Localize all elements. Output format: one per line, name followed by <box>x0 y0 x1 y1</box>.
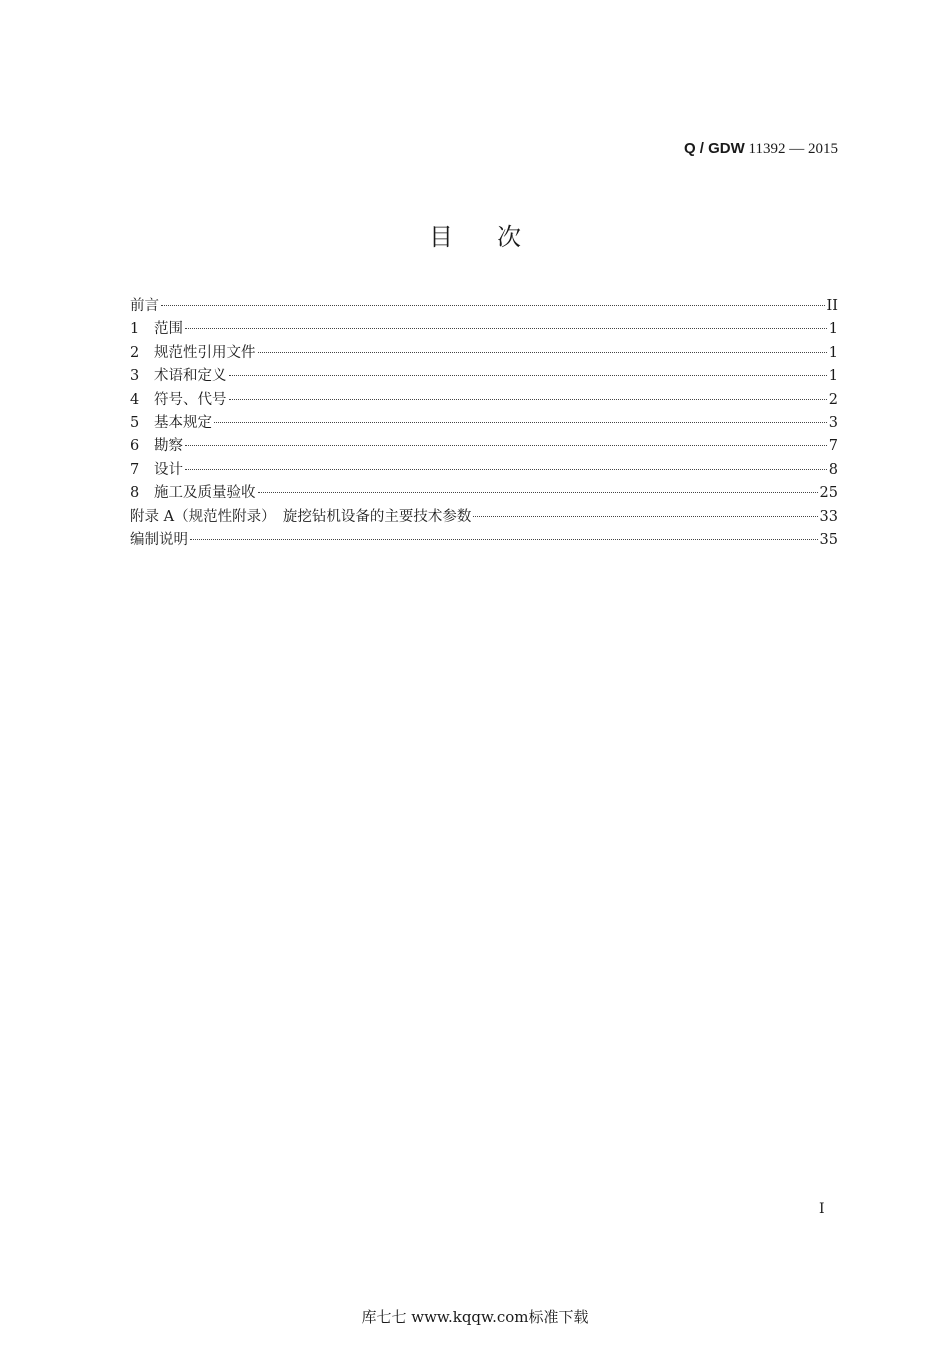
toc-entry-number: 4 <box>130 391 140 408</box>
toc-entry-page: 1 <box>828 321 838 338</box>
toc-dot-leader <box>229 399 827 400</box>
toc-entry-8[interactable] <box>130 482 838 505</box>
toc-entry-number: 2 <box>130 344 140 361</box>
toc-entry-title: 基本规定 <box>154 414 212 431</box>
toc-dot-leader <box>185 328 827 329</box>
toc-entry-title: 范围 <box>154 321 183 338</box>
toc-entry-number: 1 <box>130 321 140 338</box>
toc-dot-leader <box>214 422 827 423</box>
toc-dot-leader <box>258 352 827 353</box>
standard-number: 11392 — 2015 <box>748 141 838 157</box>
toc-entry-page: 7 <box>828 438 838 455</box>
toc-entry-1[interactable] <box>130 318 838 341</box>
standard-header <box>684 139 838 159</box>
toc-entry-compilation-notes[interactable] <box>130 529 838 552</box>
toc-dot-leader <box>229 375 827 376</box>
toc-entry-page: 25 <box>819 485 838 502</box>
toc-entry-page: 1 <box>828 368 838 385</box>
standard-code: Q / GDW <box>683 140 745 157</box>
toc-entry-number: 8 <box>130 485 140 502</box>
toc-entry-title: 施工及质量验收 <box>154 485 256 502</box>
toc-entry-title: 附录 A（规范性附录） 旋挖钻机设备的主要技术参数 <box>130 508 472 525</box>
toc-entry-5[interactable] <box>130 412 838 435</box>
toc-entry-appendix-a[interactable] <box>130 506 838 529</box>
toc-dot-leader <box>185 445 827 446</box>
toc-entry-number: 3 <box>130 368 140 385</box>
toc-entry-title: 前言 <box>130 298 159 314</box>
toc-entry-title: 编制说明 <box>130 531 188 548</box>
toc-entry-title: 术语和定义 <box>154 368 227 385</box>
toc-entry-page: 1 <box>828 344 838 361</box>
toc-dot-leader <box>473 516 817 517</box>
toc-entry-page: 3 <box>828 414 838 431</box>
toc-entry-page: II <box>826 298 838 314</box>
toc-entry-foreword[interactable] <box>130 295 838 318</box>
toc-entry-page: 2 <box>828 391 838 408</box>
toc-entry-title: 规范性引用文件 <box>154 344 256 361</box>
footer-watermark-text: 库七七 www.kqqw.com标准下载 <box>361 1308 589 1326</box>
toc-entry-title: 符号、代号 <box>154 391 227 408</box>
toc-entry-number: 6 <box>130 438 140 455</box>
toc-entry-4[interactable] <box>130 389 838 412</box>
toc-entry-7[interactable] <box>130 459 838 482</box>
toc-dot-leader <box>258 492 818 493</box>
toc-dot-leader <box>161 305 825 306</box>
toc-entry-page: 8 <box>828 461 838 478</box>
table-of-contents <box>130 295 838 552</box>
toc-entry-number: 7 <box>130 461 140 478</box>
toc-entry-2[interactable] <box>130 342 838 365</box>
toc-entry-title: 勘察 <box>154 438 183 455</box>
toc-entry-page: 33 <box>819 508 838 525</box>
toc-dot-leader <box>190 539 818 540</box>
toc-entry-title: 设计 <box>154 461 183 478</box>
toc-dot-leader <box>185 469 827 470</box>
toc-entry-page: 35 <box>819 531 838 548</box>
toc-entry-number: 5 <box>130 414 140 431</box>
page-title: 目次 <box>429 223 565 251</box>
toc-entry-3[interactable] <box>130 365 838 388</box>
toc-entry-6[interactable] <box>130 435 838 458</box>
page-number: I <box>819 1201 825 1217</box>
